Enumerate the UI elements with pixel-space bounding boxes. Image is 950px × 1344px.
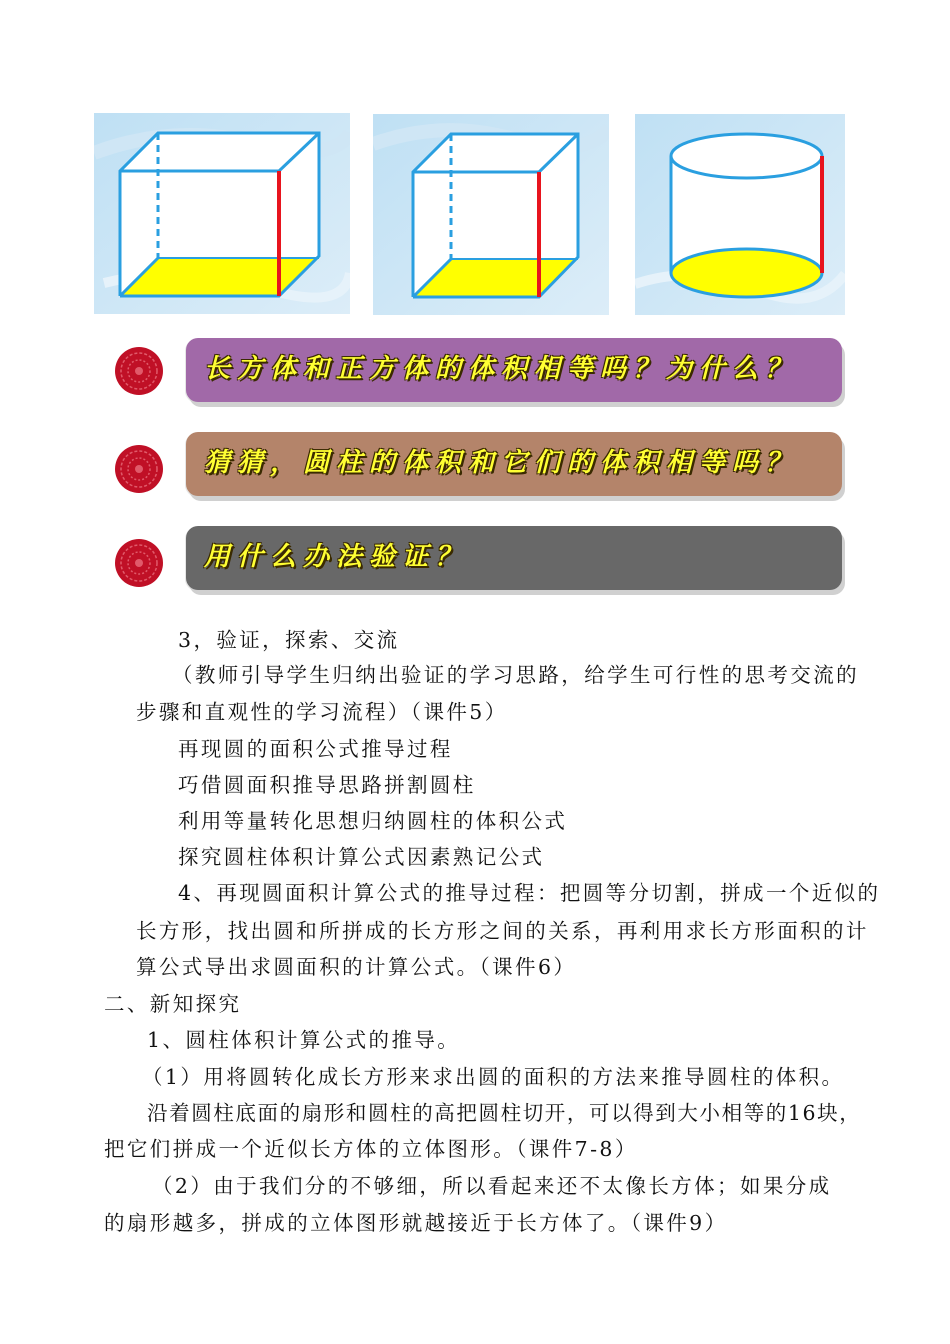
flower-bullet-icon (114, 538, 164, 588)
list-item: 探究圆柱体积计算公式因素熟记公式 (178, 845, 545, 869)
section-heading: 二、新知探究 (104, 992, 242, 1016)
paragraph-line: 长方形，找出圆和所拼成的长方形之间的关系，再利用求长方形面积的计 (136, 919, 869, 943)
question-bar-1 (186, 338, 842, 402)
flower-bullet-icon (114, 346, 164, 396)
paragraph-line: 步骤和直观性的学习流程）（课件5） (136, 700, 508, 724)
cylinder-figure (635, 114, 845, 315)
list-item: 巧借圆面积推导思路拼割圆柱 (178, 773, 476, 797)
question-bar-3 (186, 526, 842, 590)
question-2-text: 猜猜，圆柱的体积和它们的体积相等吗？ (204, 448, 799, 478)
question-3-text: 用什么办法验证？ (204, 542, 469, 572)
cuboid-figure (94, 113, 350, 314)
paragraph-line: （2）由于我们分的不够细，所以看起来还不太像长方体；如果分成 (152, 1174, 832, 1198)
list-item: 再现圆的面积公式推导过程 (178, 737, 453, 761)
section-step-3-heading: 3，验证，探索、交流 (178, 628, 400, 652)
subsection-heading: 1、圆柱体积计算公式的推导。 (147, 1028, 461, 1052)
flower-bullet-icon (114, 444, 164, 494)
question-bar-2 (186, 432, 842, 496)
cube-figure (373, 114, 609, 315)
paragraph-line: 把它们拼成一个近似长方体的立体图形。（课件7-8） (104, 1137, 638, 1161)
paragraph-line: （教师引导学生归纳出验证的学习思路，给学生可行性的思考交流的 (172, 663, 859, 687)
paragraph-line: 沿着圆柱底面的扇形和圆柱的高把圆柱切开，可以得到大小相等的16块， (147, 1101, 862, 1125)
paragraph-line: 4、再现圆面积计算公式的推导过程：把圆等分切割，拼成一个近似的 (178, 881, 881, 905)
question-1-text: 长方体和正方体的体积相等吗？为什么？ (204, 354, 799, 384)
paragraph-line: （1）用将圆转化成长方形来求出圆的面积的方法来推导圆柱的体积。 (142, 1065, 845, 1089)
paragraph-line: 的扇形越多，拼成的立体图形就越接近于长方体了。（课件9） (104, 1211, 728, 1235)
list-item: 利用等量转化思想归纳圆柱的体积公式 (178, 809, 568, 833)
paragraph-line: 算公式导出求圆面积的计算公式。（课件6） (136, 955, 577, 979)
